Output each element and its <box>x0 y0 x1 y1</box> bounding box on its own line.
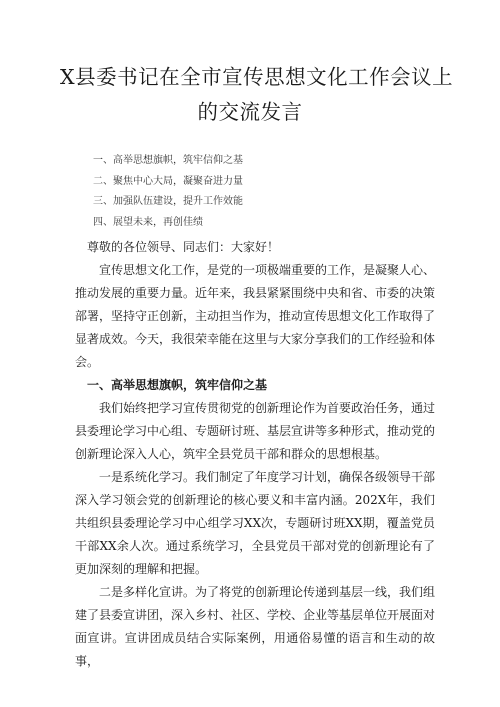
body-paragraph: 二是多样化宣讲。为了将党的创新理论传递到基层一线，我们组建了县委宣讲团，深入乡村、社区、学校、企业等基层单位开展面对面宣讲。宣讲团成员结合实际案例，用通俗易懂的语言和生动的故事， <box>75 585 436 668</box>
document-title-line-2: 的交流发言 <box>197 100 303 124</box>
body-paragraph: 一是系统化学习。我们制定了年度学习计划，确保各级领导干部深入学习领会党的创新理论的核心要义和丰富内涵。202X年，我们共组织县委理论学习中心组学习XX次，专题研讨班XX期，覆盖党员干部XX余人次。通过系统学习，全县党员干部对党的创新理论有了更加深刻的理解和把握。 <box>75 470 436 576</box>
section-heading: 一、高举思想旗帜，筑牢信仰之基 <box>87 378 268 392</box>
document-title-line-1: X县委书记在全市宣传思想文化工作会议上 <box>60 65 454 89</box>
toc-item: 二、聚焦中心大局，凝聚奋进力量 <box>93 175 243 187</box>
greeting-paragraph: 尊敬的各位领导、同志们：大家好！ <box>87 240 280 254</box>
intro-paragraph: 宣传思想文化工作，是党的一项极端重要的工作，是凝聚人心、推动发展的重要力量。近年来，我县紧紧围绕中央和省、市委的决策部署，坚持守正创新，主动担当作为，推动宣传思想文化工作取得了显著成效。今天，我很荣幸能在这里与大家分享我们的工作经验和体会。 <box>75 263 436 369</box>
toc-item: 三、加强队伍建设，提升工作效能 <box>93 196 243 207</box>
table-of-contents <box>93 151 243 233</box>
body-paragraph: 我们始终把学习宣传贯彻党的创新理论作为首要政治任务，通过县委理论学习中心组、专题研讨班、基层宣讲等多种形式，推动党的创新理论深入人心，筑牢全县党员干部和群众的思想根基。 <box>75 401 436 461</box>
document-body <box>75 236 435 673</box>
toc-item: 四、展望未来，再创佳绩 <box>93 216 203 228</box>
toc-item: 一、高举思想旗帜，筑牢信仰之基 <box>93 155 243 166</box>
